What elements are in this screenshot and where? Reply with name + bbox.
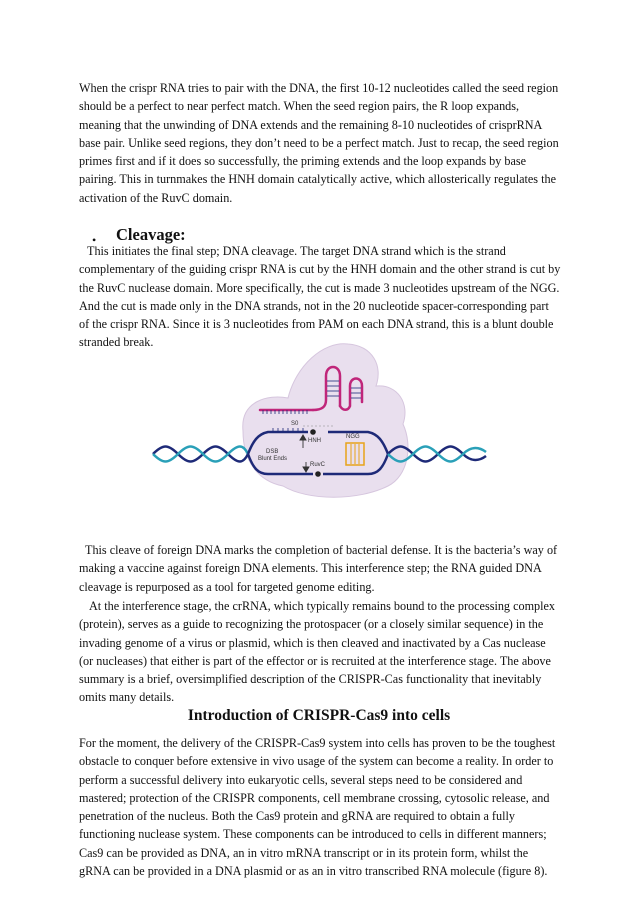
label-hnh: HNH xyxy=(308,438,321,444)
label-dsb: DSB xyxy=(266,449,279,455)
label-ruvc: RuvC xyxy=(310,462,326,468)
cas9-cleavage-diagram xyxy=(148,336,490,521)
section-heading-introduction: Introduction of CRISPR-Cas9 into cells xyxy=(187,707,451,724)
bullet-icon: • xyxy=(92,233,97,247)
label-ngg: NGG xyxy=(346,434,360,440)
dna-left-helix xyxy=(153,447,248,462)
paragraph-interference-stage: At the interference stage, the crRNA, which typically remains bound to the processing complex (protein), serves as a guide to recognizing the protospacer (or a closely similar sequence) in the invading genome of a virus or plasmid, which is then cleaved and inactivated by a Cas nuclease (or nucleases) that either is part of the effector or is recruited at the interference stage. The above summary is a brief, oversimplified description of the CRISPR-Cas functionality that inevitably omits many details. xyxy=(79,599,556,705)
label-s0: S0 xyxy=(291,421,299,427)
paragraph-seed-region: When the crispr RNA tries to pair with the DNA, the first 10-12 nucleotides called the seed region should be a perfect to near perfect match. When the seed region pairs, the R loop expands, meaning that the unwinding of DNA extends and the remaining 8-10 nucleotides of crisprRNA base pair. Unlike seed regions, they don’t need to be a perfect match. Just to recap, the seed region primes first and if it does so successfully, the priming extends and the loop expands by base pairing. This in turnmakes the HNH domain catalytically active, which allosterically regulates the activation of the RuvC domain. xyxy=(79,81,559,205)
label-blunt-ends: Blunt Ends xyxy=(258,456,288,462)
cut-site-top xyxy=(310,429,316,435)
paragraph-dna-cleavage: This initiates the final step; DNA cleavage. The target DNA strand which is the strand complementary of the guiding crispr RNA is cut by the HNH domain and the other strand is cut by the RuvC nuclease domain. More specifically, the cut is made 3 nucleotides upstream of the NGG. And the cut is made only in the DNA strands, not in the 20 nucleotide spacer-corresponding part of the crispr RNA. Since it is 3 nucleotides from PAM on each DNA strand, this is a blunt double stranded break. xyxy=(79,244,561,350)
paragraph-bacterial-defense: This cleave of foreign DNA marks the completion of bacterial defense. It is the bacteria’s way of making a vaccine against foreign DNA elements. This interference step; the RNA guided DNA cleavage is repurposed as a tool for targeted genome editing. xyxy=(79,543,558,594)
paragraph-delivery: For the moment, the delivery of the CRISPR-Cas9 system into cells has proven to be the toughest obstacle to conquer before extensive in vivo usage of the system can become a reality. In order to perform a successful delivery into eukaryotic cells, several steps need to be considered and mastered; protection of the CRISPR components, cell membrane crossing, cytosolic release, and penetration of the nucleus. Both the Cas9 protein and gRNA are required to obtain a fully functioning nuclease system. These components can be introduced to cells in different manners; Cas9 can be provided as DNA, an in vitro mRNA transcript or in its protein form, whilst the gRNA can be provided in a DNA plasmid or as an in vitro transcribed RNA molecule (figure 8). xyxy=(79,736,556,879)
cut-site-bottom xyxy=(315,471,321,477)
section-heading-cleavage: Cleavage: xyxy=(116,225,186,244)
